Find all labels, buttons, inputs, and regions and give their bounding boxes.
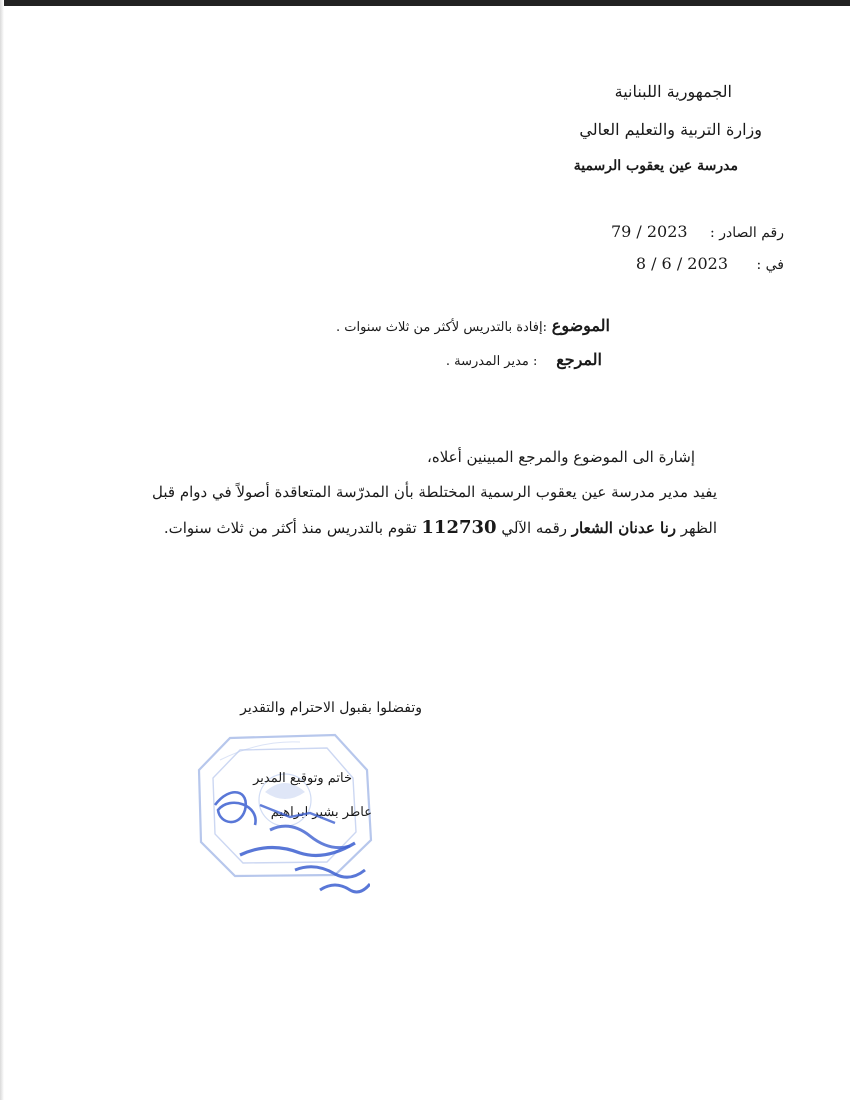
issue-date-row xyxy=(636,254,784,273)
teacher-id: 112730 xyxy=(421,517,497,538)
subject-text: :إفادة بالتدريس لأكثر من ثلاث سنوات . xyxy=(335,320,547,335)
header-school: مدرسة عين يعقوب الرسمية xyxy=(573,158,738,174)
letter-body xyxy=(152,440,717,546)
body-paragraph xyxy=(152,475,717,546)
signature-title: خاتم وتوقيع المدير xyxy=(253,771,352,786)
reference-label: المرجع xyxy=(556,350,602,369)
body-text-3: تقوم بالتدريس منذ أكثر من ثلاث سنوات. xyxy=(163,519,422,537)
issue-date-label: في : xyxy=(756,257,784,273)
signature-name: عاطر بشير ابراهيم xyxy=(270,805,372,820)
subject-label: الموضوع xyxy=(551,316,610,335)
issue-date-value: 8 / 6 / 2023 xyxy=(635,254,729,273)
issue-number-value: 79 / 2023 xyxy=(610,222,688,241)
header-ministry: وزارة التربية والتعليم العالي xyxy=(579,120,762,139)
header-republic: الجمهورية اللبنانية xyxy=(614,82,732,101)
scan-left-shadow xyxy=(0,0,4,1100)
reference-row xyxy=(446,350,602,369)
subject-row xyxy=(336,316,610,335)
reference-text: : مدير المدرسة . xyxy=(445,354,538,369)
issue-number-label: رقم الصادر : xyxy=(710,225,784,241)
body-text-2: رقمه الآلي xyxy=(496,519,572,537)
issue-number-row xyxy=(611,222,784,241)
closing-line: وتفضلوا بقبول الاحترام والتقدير xyxy=(240,700,422,716)
body-text-1: يفيد مدير مدرسة عين يعقوب الرسمية المختلطة بأن المدرّسة المتعاقدة أصولاً في دوام قبل الظهر xyxy=(152,483,717,537)
scan-top-edge xyxy=(0,0,850,6)
body-intro: إشارة الى الموضوع والمرجع المبينين أعلاه، xyxy=(427,448,695,466)
signature-scribble-icon xyxy=(200,765,370,910)
teacher-name: رنا عدنان الشعار xyxy=(571,519,676,537)
